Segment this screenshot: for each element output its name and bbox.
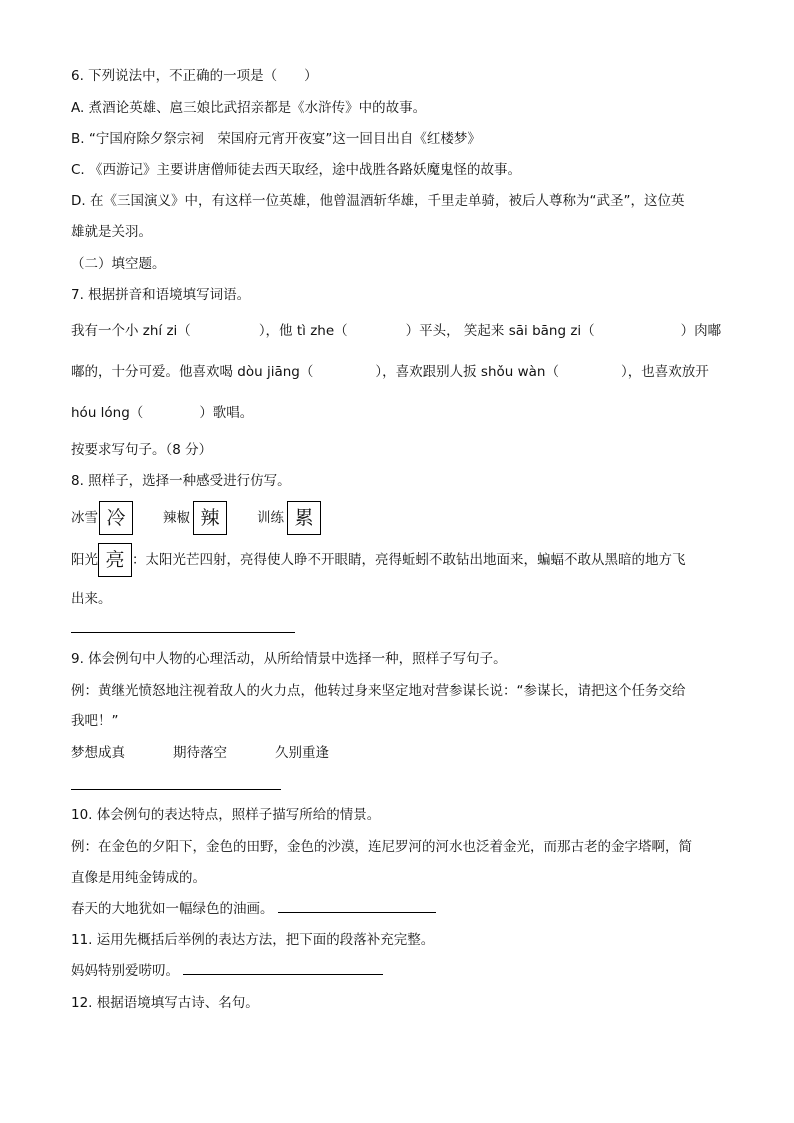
q7-text: 我有一个小 zhí zi（ (71, 323, 191, 339)
q6-option-b: B. “宁国府除夕祭宗祠 荣国府元宵开夜宴”这一回目出自《红楼梦》 (71, 131, 481, 147)
q7-line2 (71, 363, 709, 381)
q8-example-sentence (71, 542, 686, 578)
q8-char-box: 辣 (193, 501, 227, 535)
q10-example-line2: 直像是用纯金铸成的。 (71, 870, 206, 886)
q7-text: 嘟的，十分可爱。他喜欢喝 dòu jiāng（ (71, 364, 314, 380)
q8-char-box: 累 (287, 501, 321, 535)
answer-line[interactable] (183, 962, 383, 975)
q12-stem: 12. 根据语境填写古诗、名句。 (71, 995, 259, 1011)
q6-option-d-line1: D. 在《三国演义》中，有这样一位英雄，他曾温酒斩华雄，千里走单骑，被后人尊称为“武圣”，这位英 (71, 193, 685, 209)
q7-text: ）平头， 笑起来 sāi bāng zi（ (405, 323, 595, 339)
answer-line[interactable] (278, 900, 436, 913)
q6-option-c: C. 《西游记》主要讲唐僧师徒去西天取经，途中战胜各路妖魔鬼怪的故事。 (71, 162, 522, 178)
section-intro: 按要求写句子。（8 分） (71, 442, 213, 458)
q9-options (71, 744, 329, 762)
q8-word: 阳光 (71, 552, 98, 568)
q10-example-line1: 例：在金色的夕阳下，金色的田野，金色的沙漠，连尼罗河的河水也泛着金光，而那古老的金字塔啊，简 (71, 839, 692, 855)
q10-prompt-line (71, 900, 436, 918)
q8-example-text-end: 出来。 (71, 591, 112, 607)
q7-text: ）歌唱。 (199, 405, 254, 421)
q7-text: ）肉嘟 (680, 323, 722, 339)
q9-stem: 9. 体会例句中人物的心理活动，从所给情景中选择一种，照样子写句子。 (71, 651, 507, 667)
q8-example-text: ：太阳光芒四射，亮得使人睁不开眼睛，亮得蚯蚓不敢钻出地面来，蝙蝠不敢从黑暗的地方飞 (132, 552, 686, 568)
q6-option-a: A. 煮酒论英雄、扈三娘比武招亲都是《水浒传》中的故事。 (71, 100, 427, 116)
q7-text: hóu lóng（ (71, 405, 144, 421)
q8-examples (71, 500, 321, 536)
q7-text: ），也喜欢放开 (620, 364, 709, 380)
q10-prompt: 春天的大地犹如一幅绿色的油画。 (71, 901, 274, 917)
q8-stem: 8. 照样子，选择一种感受进行仿写。 (71, 473, 291, 489)
q7-stem: 7. 根据拼音和语境填写词语。 (71, 287, 251, 303)
q10-stem: 10. 体会例句的表达特点，照样子描写所给的情景。 (71, 807, 381, 823)
q7-line3 (71, 404, 253, 422)
q6-option-d-line2: 雄就是关羽。 (71, 224, 152, 240)
answer-line[interactable] (71, 632, 295, 633)
q8-word: 冰雪 (71, 510, 98, 526)
q11-prompt-line (71, 962, 383, 980)
q8-word: 辣椒 (163, 510, 190, 526)
q11-prompt: 妈妈特别爱唠叨。 (71, 963, 179, 979)
q9-option: 梦想成真 (71, 745, 125, 761)
section-heading: （二）填空题。 (71, 256, 166, 272)
q9-option: 期待落空 (173, 745, 227, 761)
q8-char-box: 冷 (99, 501, 133, 535)
q9-example-line1: 例：黄继光愤怒地注视着敌人的火力点，他转过身来坚定地对营参谋长说：“参谋长，请把这个任务交给 (71, 683, 686, 699)
q6-stem: 6. 下列说法中，不正确的一项是（ ） (71, 68, 318, 84)
q8-char-box: 亮 (98, 543, 132, 577)
q9-option: 久别重逢 (275, 745, 329, 761)
q7-text: ），喜欢跟别人扳 shǒu wàn（ (375, 364, 559, 380)
q9-example-line2: 我吧！” (71, 713, 119, 729)
q11-stem: 11. 运用先概括后举例的表达方法，把下面的段落补充完整。 (71, 932, 435, 948)
q8-word: 训练 (257, 510, 284, 526)
answer-line[interactable] (71, 789, 281, 790)
q7-line1 (71, 322, 721, 340)
q7-text: ），他 tì zhe（ (258, 323, 348, 339)
